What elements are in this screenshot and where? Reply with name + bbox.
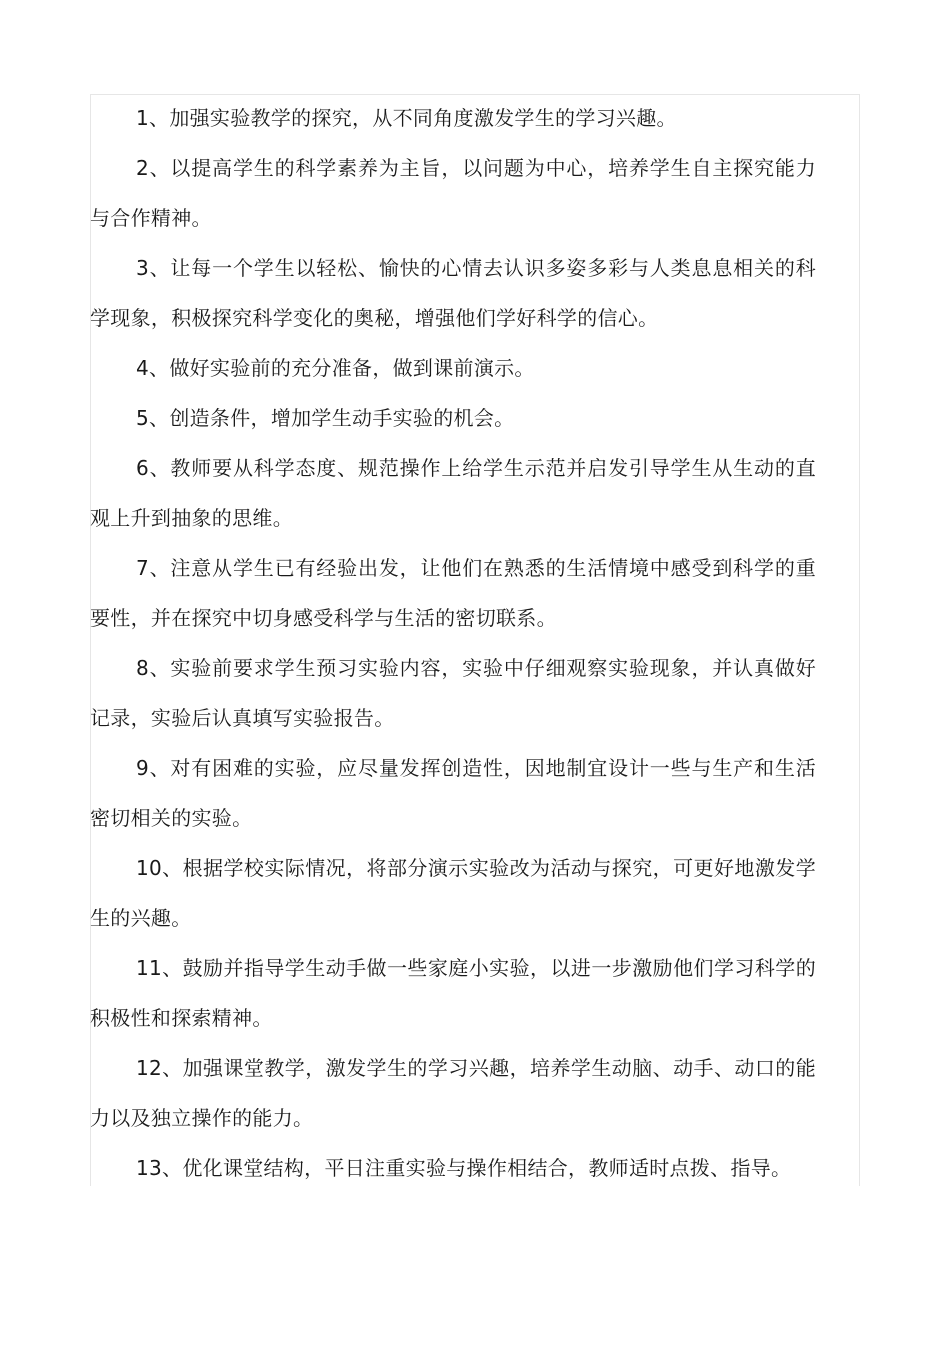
paragraph-11: 11、鼓励并指导学生动手做一些家庭小实验，以进一步激励他们学习科学的积极性和探索精神。 [90, 956, 816, 1030]
paragraph-7: 7、注意从学生已有经验出发，让他们在熟悉的生活情境中感受到科学的重要性，并在探究中切身感受科学与生活的密切联系。 [90, 556, 816, 630]
paragraph-3: 3、让每一个学生以轻松、愉快的心情去认识多姿多彩与人类息息相关的科学现象，积极探究科学变化的奥秘，增强他们学好科学的信心。 [90, 256, 816, 330]
paragraph-13: 13、优化课堂结构，平日注重实验与操作相结合，教师适时点拨、指导。 [136, 1156, 792, 1180]
paragraph-8: 8、实验前要求学生预习实验内容，实验中仔细观察实验现象，并认真做好记录，实验后认真填写实验报告。 [90, 656, 816, 730]
paragraph-9: 9、对有困难的实验，应尽量发挥创造性，因地制宜设计一些与生产和生活密切相关的实验。 [90, 756, 816, 830]
paragraph-6: 6、教师要从科学态度、规范操作上给学生示范并启发引导学生从生动的直观上升到抽象的思维。 [90, 456, 816, 530]
paragraph-2: 2、以提高学生的科学素养为主旨，以问题为中心，培养学生自主探究能力与合作精神。 [90, 156, 816, 230]
paragraph-12: 12、加强课堂教学，激发学生的学习兴趣，培养学生动脑、动手、动口的能力以及独立操作的能力。 [90, 1056, 816, 1130]
paragraph-10: 10、根据学校实际情况，将部分演示实验改为活动与探究，可更好地激发学生的兴趣。 [90, 856, 816, 930]
document-body [90, 93, 816, 1193]
paragraph-1: 1、加强实验教学的探究，从不同角度激发学生的学习兴趣。 [136, 106, 677, 130]
paragraph-4: 4、做好实验前的充分准备，做到课前演示。 [136, 356, 535, 380]
paragraph-5: 5、创造条件，增加学生动手实验的机会。 [136, 406, 515, 430]
